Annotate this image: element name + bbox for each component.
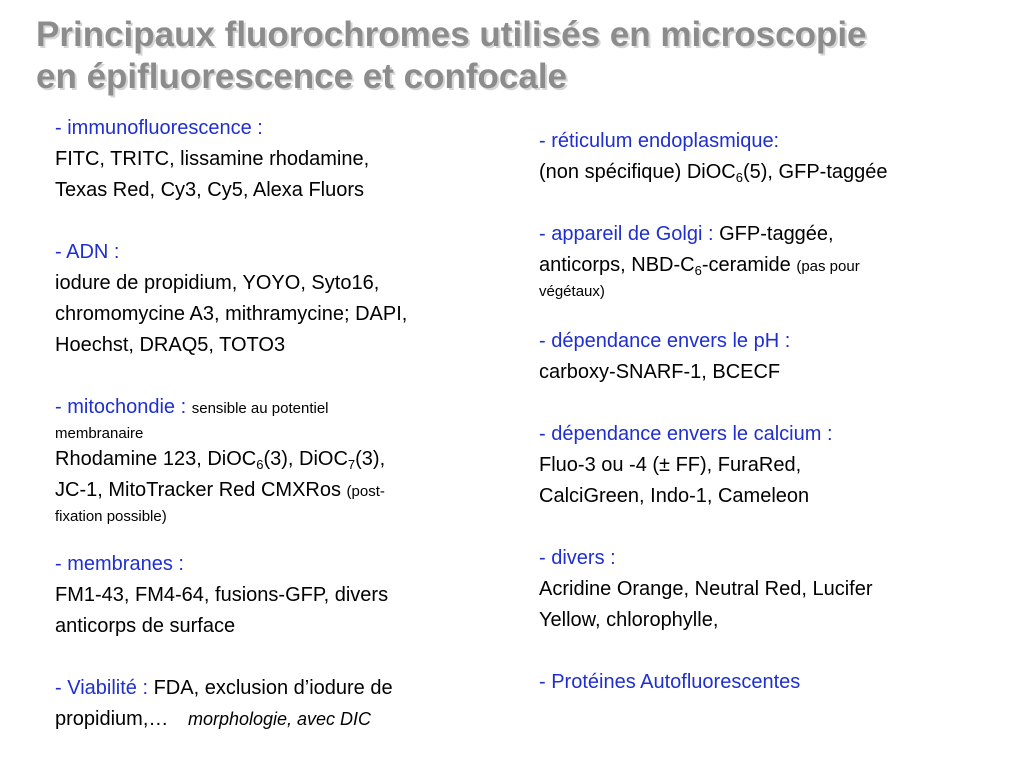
reticulum-line-1: (non spécifique) DiOC$_6$(5), GFP-taggée	[539, 161, 888, 185]
golgi-heading: - appareil de Golgi :	[539, 223, 714, 245]
section-viabilite	[55, 673, 515, 735]
immunofluorescence-line-1: FITC, TRITC, lissamine rhodamine,	[55, 148, 370, 170]
immunofluorescence-heading: - immunofluorescence :	[55, 117, 263, 139]
mitochondrie-note-2: membranaire	[55, 425, 144, 442]
left-column	[55, 113, 515, 766]
section-immunofluorescence	[55, 113, 515, 206]
mitochondrie-note: sensible au potentiel	[191, 400, 329, 417]
mitochondrie-note-3: fixation possible)	[55, 508, 167, 525]
viabilite-heading: - Viabilité :	[55, 677, 149, 699]
slide-title	[36, 14, 1006, 98]
divers-line-1: Acridine Orange, Neutral Red, Lucifer	[539, 578, 873, 600]
calcium-heading: - dépendance envers le calcium :	[539, 423, 833, 445]
adn-heading: - ADN :	[55, 241, 120, 263]
ph-heading: - dépendance envers le pH :	[539, 330, 791, 352]
mitochondrie-heading: - mitochondie :	[55, 396, 187, 418]
viabilite-line-2: propidium,…	[55, 708, 169, 730]
section-reticulum	[539, 126, 1019, 188]
membranes-line-1: FM1-43, FM4-64, fusions-GFP, divers	[55, 584, 389, 606]
adn-line-1: iodure de propidium, YOYO, Syto16,	[55, 272, 380, 294]
adn-line-2: chromomycine A3, mithramycine; DAPI,	[55, 303, 408, 325]
calcium-line-2: CalciGreen, Indo-1, Cameleon	[539, 485, 810, 507]
golgi-note-2: végétaux)	[539, 283, 605, 300]
title-line-1: Principaux fluorochromes utilisés en microscopie	[36, 15, 867, 54]
golgi-line-2: anticorps, NBD-$C_6$-ceramide (pas pour	[539, 254, 860, 278]
section-adn	[55, 237, 515, 361]
divers-heading: - divers :	[539, 547, 616, 569]
reticulum-heading: - réticulum endoplasmique:	[539, 130, 780, 152]
proteines-heading: - Protéines Autofluorescentes	[539, 671, 801, 693]
section-golgi	[539, 219, 1019, 302]
mitochondrie-line-2: JC-1, MitoTracker Red CMXRos (post-	[55, 479, 385, 501]
section-calcium	[539, 419, 1019, 512]
right-column	[539, 126, 1019, 729]
section-mitochondrie	[55, 392, 515, 527]
divers-line-2: Yellow, chlorophylle,	[539, 609, 719, 631]
section-ph	[539, 326, 1019, 388]
calcium-line-1: Fluo-3 ou -4 (± FF), FuraRed,	[539, 454, 802, 476]
section-divers	[539, 543, 1019, 636]
membranes-heading: - membranes :	[55, 553, 184, 575]
ph-line-1: carboxy-SNARF-1, BCECF	[539, 361, 781, 383]
membranes-line-2: anticorps de surface	[55, 615, 236, 637]
golgi-line-1: GFP-taggée,	[719, 223, 834, 245]
mitochondrie-line-1: Rhodamine 123, DiOC$_6$(3), DiOC$_7$(3),	[55, 448, 386, 472]
section-proteines	[539, 667, 1019, 698]
title-line-2: en épifluorescence et confocale	[36, 57, 568, 96]
viabilite-note: morphologie, avec DIC	[187, 709, 372, 729]
viabilite-line-1: FDA, exclusion d’iodure de	[153, 677, 393, 699]
adn-line-3: Hoechst, DRAQ5, TOTO3	[55, 334, 286, 356]
immunofluorescence-line-2: Texas Red, Cy3, Cy5, Alexa Fluors	[55, 179, 365, 201]
section-membranes	[55, 549, 515, 642]
